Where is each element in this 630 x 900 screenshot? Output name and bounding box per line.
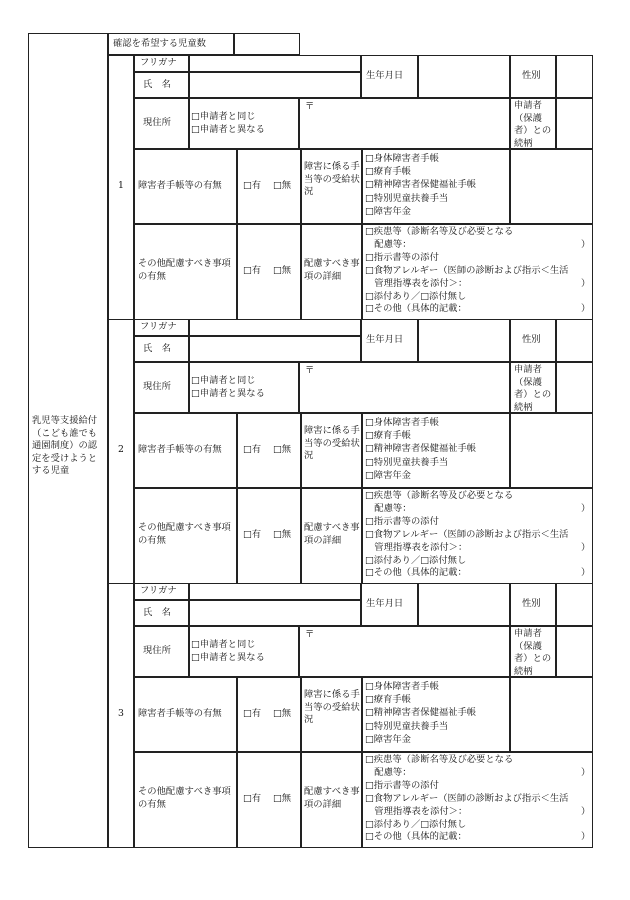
detail-close-paren: ） bbox=[581, 303, 591, 315]
detail-line: □指示書等の添付 bbox=[365, 515, 439, 527]
address-diff-option[interactable]: □申請者と異なる bbox=[191, 652, 265, 663]
detail-line: □疾患等（診断名等及び必要となる bbox=[365, 490, 514, 501]
benefit-extra-cell bbox=[510, 677, 593, 752]
child-number: 3 bbox=[118, 708, 124, 719]
detail-line: □その他（具体的記載： bbox=[365, 303, 467, 315]
relation-label: 申請者（保護者）との続柄 bbox=[514, 100, 552, 149]
benefit-option[interactable]: □身体障害者手帳 bbox=[365, 417, 439, 428]
address-label: 現住所 bbox=[143, 381, 171, 392]
other-no-option[interactable]: □無 bbox=[273, 529, 292, 540]
name-label: 氏 名 bbox=[143, 607, 171, 618]
detail-close-paren: ） bbox=[581, 277, 591, 289]
detail-line: □添付あり／□添付無し bbox=[365, 290, 467, 302]
gender-input[interactable] bbox=[556, 55, 593, 98]
detail-line: □食物アレルギー（医師の診断および指示＜生活 bbox=[365, 528, 569, 540]
other-label: その他配慮すべき事項の有無 bbox=[138, 258, 231, 282]
furigana-input[interactable] bbox=[189, 319, 361, 336]
birthdate-label: 生年月日 bbox=[366, 70, 404, 81]
count-label: 確認を希望する児童数 bbox=[113, 38, 206, 49]
handbook-label: 障害者手帳等の有無 bbox=[138, 180, 222, 191]
birthdate-label: 生年月日 bbox=[366, 598, 404, 609]
postal-mark: 〒 bbox=[305, 365, 315, 376]
relation-label: 申請者（保護者）との続柄 bbox=[514, 628, 552, 677]
handbook-label: 障害者手帳等の有無 bbox=[138, 708, 222, 719]
detail-line: □その他（具体的記載： bbox=[365, 831, 467, 843]
name-input[interactable] bbox=[189, 72, 361, 98]
gender-label: 性別 bbox=[522, 334, 541, 345]
detail-close-paren: ） bbox=[581, 831, 591, 843]
benefit-option[interactable]: □障害年金 bbox=[365, 469, 411, 481]
detail-line: 管理指導表を添付＞： bbox=[365, 805, 468, 817]
postal-mark: 〒 bbox=[305, 101, 315, 112]
furigana-input[interactable] bbox=[189, 583, 361, 600]
address-label: 現住所 bbox=[143, 117, 171, 128]
count-value-field[interactable] bbox=[234, 33, 300, 55]
furigana-input[interactable] bbox=[189, 55, 361, 72]
handbook-no-option[interactable]: □無 bbox=[273, 708, 292, 719]
handbook-yes-option[interactable]: □有 bbox=[243, 180, 262, 191]
child-number: 1 bbox=[118, 180, 124, 191]
address-same-option[interactable]: □申請者と同じ bbox=[191, 111, 256, 122]
other-label: その他配慮すべき事項の有無 bbox=[138, 522, 231, 546]
detail-line: 配慮等： bbox=[365, 238, 412, 250]
detail-line: □疾患等（診断名等及び必要となる bbox=[365, 226, 514, 237]
birthdate-label: 生年月日 bbox=[366, 334, 404, 345]
relation-input[interactable] bbox=[556, 98, 593, 149]
handbook-yes-option[interactable]: □有 bbox=[243, 444, 262, 455]
handbook-label: 障害者手帳等の有無 bbox=[138, 444, 222, 455]
benefit-option[interactable]: □障害年金 bbox=[365, 205, 411, 217]
benefit-option[interactable]: □身体障害者手帳 bbox=[365, 153, 439, 164]
handbook-no-option[interactable]: □無 bbox=[273, 180, 292, 191]
address-input[interactable] bbox=[299, 98, 510, 149]
section-label: 乳児等支援給付（こども誰でも通園制度）の認定を受けようとする児童 bbox=[32, 415, 98, 476]
detail-close-paren: ） bbox=[581, 766, 591, 778]
benefit-option[interactable]: □障害年金 bbox=[365, 733, 411, 745]
benefit-label: 障害に係る手当等の受給状況 bbox=[304, 425, 360, 461]
other-yes-option[interactable]: □有 bbox=[243, 793, 262, 804]
benefit-option[interactable]: □精神障害者保健福祉手帳 bbox=[365, 179, 477, 191]
detail-line: □添付あり／□添付無し bbox=[365, 554, 467, 566]
name-label: 氏 名 bbox=[143, 343, 171, 354]
detail-close-paren: ） bbox=[581, 567, 591, 579]
detail-line: 管理指導表を添付＞： bbox=[365, 541, 468, 553]
detail-line: □指示書等の添付 bbox=[365, 779, 439, 791]
address-input[interactable] bbox=[299, 626, 510, 677]
address-label: 現住所 bbox=[143, 645, 171, 656]
application-form bbox=[28, 33, 593, 848]
birthdate-input[interactable] bbox=[418, 583, 510, 626]
address-input[interactable] bbox=[299, 362, 510, 413]
benefit-option[interactable]: □特別児童扶養手当 bbox=[365, 720, 449, 732]
gender-input[interactable] bbox=[556, 583, 593, 626]
address-diff-option[interactable]: □申請者と異なる bbox=[191, 388, 265, 399]
relation-input[interactable] bbox=[556, 626, 593, 677]
address-same-option[interactable]: □申請者と同じ bbox=[191, 639, 256, 650]
detail-close-paren: ） bbox=[581, 805, 591, 817]
handbook-yes-option[interactable]: □有 bbox=[243, 708, 262, 719]
other-no-option[interactable]: □無 bbox=[273, 265, 292, 276]
name-label: 氏 名 bbox=[143, 79, 171, 90]
birthdate-input[interactable] bbox=[418, 55, 510, 98]
benefit-extra-cell bbox=[510, 149, 593, 224]
detail-line: □その他（具体的記載： bbox=[365, 567, 467, 579]
other-yes-option[interactable]: □有 bbox=[243, 529, 262, 540]
detail-line: □疾患等（診断名等及び必要となる bbox=[365, 754, 514, 765]
furigana-label: フリガナ bbox=[140, 321, 177, 332]
benefit-extra-cell bbox=[510, 413, 593, 488]
furigana-label: フリガナ bbox=[140, 585, 177, 596]
furigana-label: フリガナ bbox=[140, 57, 177, 68]
benefit-option[interactable]: □身体障害者手帳 bbox=[365, 681, 439, 692]
benefit-label: 障害に係る手当等の受給状況 bbox=[304, 689, 360, 725]
address-diff-option[interactable]: □申請者と異なる bbox=[191, 124, 265, 135]
benefit-option[interactable]: □精神障害者保健福祉手帳 bbox=[365, 707, 477, 719]
benefit-option[interactable]: □療育手帳 bbox=[365, 430, 411, 442]
other-no-option[interactable]: □無 bbox=[273, 793, 292, 804]
benefit-label: 障害に係る手当等の受給状況 bbox=[304, 161, 360, 197]
detail-line: 配慮等： bbox=[365, 766, 412, 778]
relation-label: 申請者（保護者）との続柄 bbox=[514, 364, 552, 413]
benefit-option[interactable]: □特別児童扶養手当 bbox=[365, 192, 449, 204]
address-same-option[interactable]: □申請者と同じ bbox=[191, 375, 256, 386]
other-yes-option[interactable]: □有 bbox=[243, 265, 262, 276]
detail-line: 配慮等： bbox=[365, 502, 412, 514]
postal-mark: 〒 bbox=[305, 629, 315, 640]
detail-line: □添付あり／□添付無し bbox=[365, 818, 467, 830]
benefit-option[interactable]: □療育手帳 bbox=[365, 166, 411, 178]
gender-label: 性別 bbox=[522, 598, 541, 609]
birthdate-input[interactable] bbox=[418, 319, 510, 362]
detail-line: □指示書等の添付 bbox=[365, 251, 439, 263]
gender-label: 性別 bbox=[522, 70, 541, 81]
benefit-option[interactable]: □特別児童扶養手当 bbox=[365, 456, 449, 468]
detail-label: 配慮すべき事項の詳細 bbox=[304, 522, 360, 546]
detail-close-paren: ） bbox=[581, 238, 591, 250]
name-input[interactable] bbox=[189, 336, 361, 362]
child-number: 2 bbox=[118, 444, 124, 455]
detail-label: 配慮すべき事項の詳細 bbox=[304, 258, 360, 282]
benefit-option[interactable]: □療育手帳 bbox=[365, 694, 411, 706]
relation-input[interactable] bbox=[556, 362, 593, 413]
detail-line: □食物アレルギー（医師の診断および指示＜生活 bbox=[365, 264, 569, 276]
gender-input[interactable] bbox=[556, 319, 593, 362]
detail-close-paren: ） bbox=[581, 541, 591, 553]
name-input[interactable] bbox=[189, 600, 361, 626]
detail-line: 管理指導表を添付＞： bbox=[365, 277, 468, 289]
other-label: その他配慮すべき事項の有無 bbox=[138, 786, 231, 810]
benefit-option[interactable]: □精神障害者保健福祉手帳 bbox=[365, 443, 477, 455]
handbook-no-option[interactable]: □無 bbox=[273, 444, 292, 455]
detail-line: □食物アレルギー（医師の診断および指示＜生活 bbox=[365, 792, 569, 804]
detail-close-paren: ） bbox=[581, 502, 591, 514]
detail-label: 配慮すべき事項の詳細 bbox=[304, 786, 360, 810]
